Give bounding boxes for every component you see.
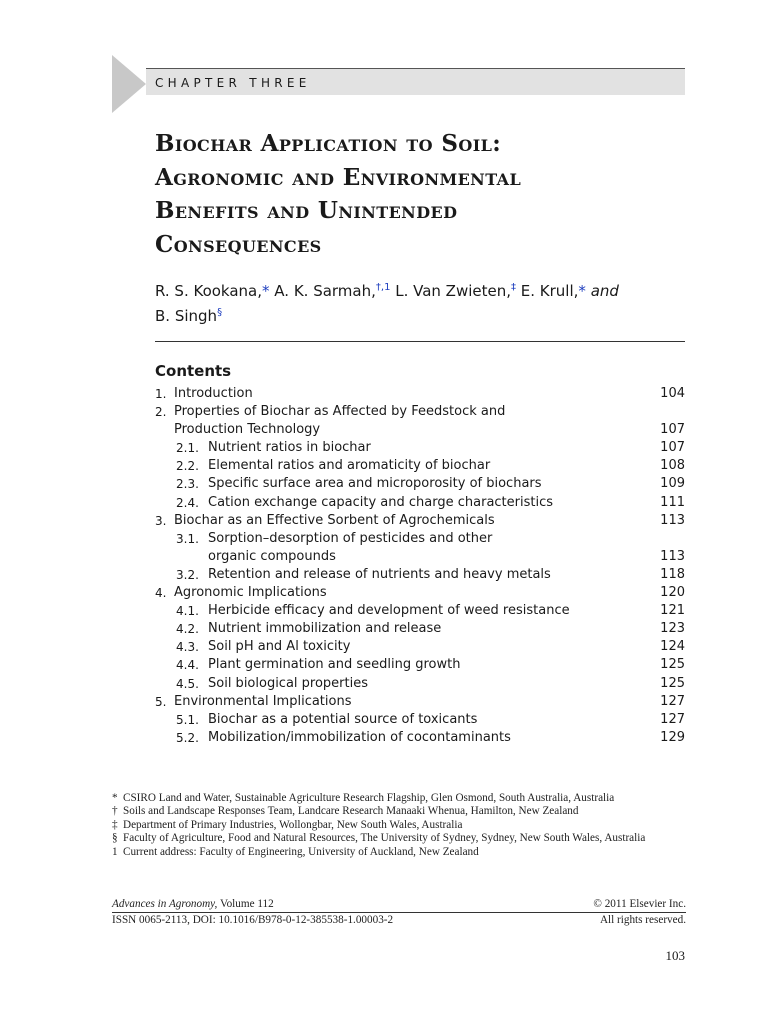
toc-number: 4.4. bbox=[176, 658, 199, 673]
contents-heading: Contents bbox=[155, 362, 232, 380]
toc-number: 3.1. bbox=[176, 531, 199, 546]
toc-page: 104 bbox=[660, 386, 685, 401]
toc-entry[interactable] bbox=[155, 403, 685, 421]
toc-page: 107 bbox=[660, 422, 685, 438]
journal-volume: Volume 112 bbox=[217, 898, 274, 910]
footnote-text: Current address: Faculty of Engineering, University of Auckland, New Zealand bbox=[123, 845, 479, 858]
toc-entry[interactable] bbox=[155, 729, 685, 747]
toc-entry[interactable] bbox=[155, 711, 685, 729]
footnote-mark: * bbox=[112, 792, 118, 804]
toc-title: Mobilization/immobilization of cocontaminants bbox=[208, 729, 511, 745]
toc-title: Biochar as a potential source of toxicants bbox=[208, 711, 478, 727]
toc-number: 4. bbox=[155, 586, 167, 601]
toc-entry[interactable] bbox=[155, 439, 685, 457]
footnote-text: CSIRO Land and Water, Sustainable Agriculture Research Flagship, Glen Osmond, South Australia, Australia bbox=[123, 792, 615, 804]
toc-number: 4.2. bbox=[176, 622, 199, 637]
copyright: © 2011 Elsevier Inc. bbox=[593, 898, 686, 910]
footnote bbox=[112, 819, 686, 832]
table-of-contents bbox=[155, 385, 685, 747]
author-list bbox=[155, 277, 695, 327]
footnote bbox=[112, 832, 686, 845]
issn-doi[interactable]: ISSN 0065-2113, DOI: 10.1016/B978-0-12-385538-1.00003-2 bbox=[112, 914, 394, 926]
toc-title: organic compounds bbox=[208, 548, 336, 564]
toc-page: 127 bbox=[660, 693, 685, 709]
toc-title: Nutrient immobilization and release bbox=[208, 621, 442, 637]
footnote-text: Soils and Landscape Responses Team, Landcare Research Manaaki Whenua, Hamilton, New Zealand bbox=[123, 805, 579, 818]
toc-page: 127 bbox=[660, 711, 685, 727]
toc-title: Soil biological properties bbox=[208, 675, 369, 691]
toc-entry[interactable] bbox=[155, 602, 685, 620]
footnote-text: Faculty of Agriculture, Food and Natural Resources, The University of Sydney, Sydney, New South Wales, Australia bbox=[123, 832, 646, 845]
toc-number: 2. bbox=[155, 405, 167, 420]
author-name: L. Van Zwieten, bbox=[390, 282, 511, 300]
toc-page: 109 bbox=[660, 476, 685, 492]
toc-title: Cation exchange capacity and charge characteristics bbox=[208, 494, 554, 510]
rights-statement: All rights reserved. bbox=[599, 914, 686, 926]
affiliation-mark[interactable]: ‡ bbox=[511, 282, 516, 293]
footnote-mark: 1 bbox=[112, 845, 118, 858]
toc-title: Introduction bbox=[174, 386, 253, 401]
chapter-label: CHAPTER THREE bbox=[155, 76, 311, 90]
chapter-arrow-icon bbox=[112, 55, 146, 113]
toc-title: Agronomic Implications bbox=[174, 585, 327, 601]
toc-title: Biochar as an Effective Sorbent of Agrochemicals bbox=[174, 512, 495, 528]
toc-title: Plant germination and seedling growth bbox=[208, 657, 461, 673]
toc-entry[interactable] bbox=[155, 620, 685, 638]
author-name: A. K. Sarmah, bbox=[269, 282, 376, 300]
section-divider bbox=[155, 341, 685, 342]
footnote bbox=[112, 792, 686, 805]
footnotes bbox=[112, 792, 686, 859]
toc-entry[interactable] bbox=[155, 530, 685, 548]
toc-title: Environmental Implications bbox=[174, 693, 352, 709]
footnote-mark: ‡ bbox=[112, 818, 118, 831]
footnote bbox=[112, 846, 686, 859]
toc-title: Sorption–desorption of pesticides and other bbox=[208, 530, 493, 546]
title-line: Agronomic and Environmental bbox=[155, 163, 522, 191]
title-line: Consequences bbox=[155, 230, 322, 258]
affiliation-mark[interactable]: § bbox=[217, 307, 223, 318]
affiliation-mark[interactable]: * bbox=[578, 282, 586, 300]
toc-page: 107 bbox=[660, 440, 685, 456]
toc-page: 111 bbox=[660, 494, 685, 510]
toc-entry[interactable] bbox=[155, 457, 685, 475]
author-line-1 bbox=[155, 277, 695, 302]
toc-entry[interactable] bbox=[155, 675, 685, 693]
author-name: R. S. Kookana, bbox=[155, 282, 263, 300]
toc-number: 3. bbox=[155, 513, 167, 528]
toc-page: 113 bbox=[660, 548, 685, 564]
author-line-2 bbox=[155, 302, 695, 327]
publication-info bbox=[112, 897, 686, 927]
toc-entry[interactable] bbox=[155, 566, 685, 584]
toc-number: 4.1. bbox=[176, 604, 199, 619]
toc-number: 2.4. bbox=[176, 495, 199, 510]
chapter-banner bbox=[112, 55, 685, 113]
author-name: B. Singh bbox=[155, 307, 218, 325]
toc-page: 120 bbox=[660, 585, 685, 601]
toc-page: 129 bbox=[660, 729, 685, 745]
author-conjunction: and bbox=[590, 282, 619, 300]
toc-number: 2.2. bbox=[176, 459, 199, 474]
affiliation-mark[interactable]: * bbox=[262, 282, 270, 300]
chapter-title bbox=[155, 127, 695, 261]
toc-entry[interactable] bbox=[155, 584, 685, 602]
affiliation-mark[interactable]: †,1 bbox=[375, 282, 391, 293]
toc-title: Production Technology bbox=[174, 422, 321, 438]
toc-entry[interactable] bbox=[155, 494, 685, 512]
toc-number: 4.5. bbox=[176, 676, 199, 691]
toc-title: Nutrient ratios in biochar bbox=[208, 440, 371, 456]
publication-row-1 bbox=[112, 897, 686, 911]
toc-page: 124 bbox=[660, 639, 685, 655]
toc-entry[interactable] bbox=[155, 385, 685, 403]
title-line: Biochar Application to Soil: bbox=[155, 130, 502, 157]
toc-page: 125 bbox=[660, 675, 685, 691]
toc-page: 125 bbox=[660, 657, 685, 673]
footnote-mark: § bbox=[112, 832, 118, 845]
toc-title: Soil pH and Al toxicity bbox=[208, 639, 351, 655]
toc-entry[interactable] bbox=[155, 475, 685, 493]
toc-page: 121 bbox=[660, 603, 685, 619]
toc-number: 5.1. bbox=[176, 712, 199, 727]
toc-title: Properties of Biochar as Affected by Feedstock and bbox=[174, 404, 506, 420]
toc-entry[interactable] bbox=[155, 656, 685, 674]
toc-page: 123 bbox=[660, 621, 685, 637]
toc-title: Specific surface area and microporosity of biochars bbox=[208, 476, 542, 492]
page-number: 103 bbox=[665, 948, 685, 963]
publication-row-2 bbox=[112, 913, 686, 927]
author-name: E. Krull, bbox=[516, 282, 579, 300]
toc-number: 2.1. bbox=[176, 441, 199, 456]
toc-title: Retention and release of nutrients and heavy metals bbox=[208, 566, 551, 582]
footnote-mark: † bbox=[112, 805, 118, 818]
toc-number: 4.3. bbox=[176, 640, 199, 655]
toc-entry-continued[interactable] bbox=[155, 421, 685, 439]
toc-title: Elemental ratios and aromaticity of biochar bbox=[208, 458, 491, 474]
toc-number: 5.2. bbox=[176, 730, 199, 745]
toc-page: 108 bbox=[660, 458, 685, 474]
toc-entry[interactable] bbox=[155, 512, 685, 530]
toc-entry[interactable] bbox=[155, 638, 685, 656]
toc-number: 5. bbox=[155, 694, 167, 709]
toc-number: 1. bbox=[155, 387, 167, 401]
toc-title: Herbicide efficacy and development of weed resistance bbox=[208, 603, 570, 619]
toc-entry[interactable] bbox=[155, 693, 685, 711]
toc-number: 3.2. bbox=[176, 567, 199, 582]
toc-number: 2.3. bbox=[176, 477, 199, 492]
toc-page: 113 bbox=[660, 512, 685, 528]
footnote-text: Department of Primary Industries, Wollongbar, New South Wales, Australia bbox=[123, 818, 463, 831]
footnote bbox=[112, 805, 686, 818]
journal-name: Advances in Agronomy, bbox=[112, 898, 218, 910]
toc-page: 118 bbox=[660, 566, 685, 582]
title-line: Benefits and Unintended bbox=[155, 197, 458, 224]
toc-entry-continued[interactable] bbox=[155, 548, 685, 566]
